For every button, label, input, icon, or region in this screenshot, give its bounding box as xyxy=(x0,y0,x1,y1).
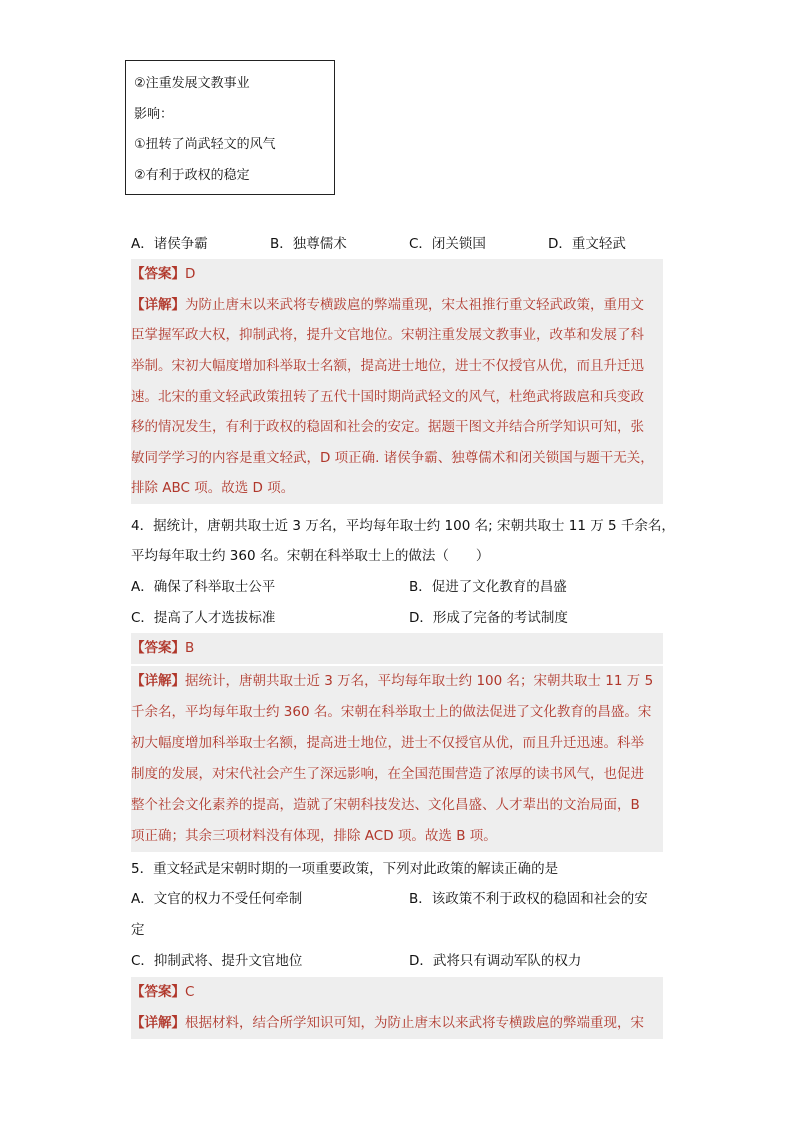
q3-detail-line xyxy=(131,290,663,321)
q4-option-d[interactable]: D．形成了完备的考试制度 xyxy=(409,610,568,626)
q5-option-c[interactable]: C．抑制武将、提升文官地位 xyxy=(131,953,303,969)
q3-option-c[interactable]: C．闭关锁国 xyxy=(409,236,486,252)
q5-option-b[interactable]: B．该政策不利于政权的稳固和社会的安 xyxy=(409,891,648,907)
q5-option-d[interactable]: D．武将只有调动军队的权力 xyxy=(409,953,582,969)
q4-detail-line: 千余名，平均每年取士约 360 名。宋朝在科举取士上的做法促进了文化教育的昌盛。宋 xyxy=(131,697,663,728)
q3-detail-line: 速。北宋的重文轻武政策扭转了五代十国时期尚武轻文的风气，杜绝武将跋扈和兵变政 xyxy=(131,382,663,413)
q5-option-b-continued: 定 xyxy=(131,922,145,938)
q5-stem: 5．重文轻武是宋朝时期的一项重要政策，下列对此政策的解读正确的是 xyxy=(131,861,559,877)
q4-detail-line: 制度的发展，对宋代社会产生了深远影响，在全国范围营造了浓厚的读书风气，也促进 xyxy=(131,759,663,790)
q4-option-a[interactable]: A．确保了科举取士公平 xyxy=(131,579,276,595)
detail-text: 根据材料，结合所学知识可知，为防止唐末以来武将专横跋扈的弊端重现，宋 xyxy=(185,1015,644,1031)
q3-detail-line: 移的情况发生，有利于政权的稳固和社会的安定。据题干图文并结合所学知识可知，张 xyxy=(131,412,663,443)
q4-detail-line xyxy=(131,666,663,697)
q5-answer-row xyxy=(131,977,663,1008)
material-line: ①扭转了尚武轻文的风气 xyxy=(134,137,276,153)
answer-value: B xyxy=(185,640,195,656)
material-line: 影响： xyxy=(134,106,174,122)
q4-option-c[interactable]: C．提高了人才选拔标准 xyxy=(131,610,276,626)
q4-detail-line: 初大幅度增加科举取士名额，提高进士地位，进士不仅授官从优，而且升迁迅速。科举 xyxy=(131,728,663,759)
q3-detail-line: 敏同学学习的内容是重文轻武，D 项正确. 诸侯争霸、独尊儒术和闭关锁国与题干无关， xyxy=(131,443,663,474)
q3-option-b[interactable]: B．独尊儒术 xyxy=(270,236,347,252)
detail-label: 【详解】 xyxy=(131,1015,185,1031)
q3-answer-row xyxy=(131,259,663,290)
material-box xyxy=(125,60,335,195)
q4-detail-line: 项正确；其余三项材料没有体现，排除 ACD 项。故选 B 项。 xyxy=(131,821,663,852)
detail-label: 【详解】 xyxy=(131,673,185,689)
material-line: ②注重发展文教事业 xyxy=(134,76,250,91)
detail-text: 据统计，唐朝共取士近 3 万名，平均每年取士约 100 名；宋朝共取士 11 万 5 xyxy=(185,673,654,689)
q3-option-d[interactable]: D．重文轻武 xyxy=(548,236,626,252)
q5-detail-line xyxy=(131,1008,663,1039)
answer-label: 【答案】 xyxy=(131,640,185,656)
detail-label: 【详解】 xyxy=(131,297,185,313)
answer-value: D xyxy=(185,266,196,282)
material-line: ②有利于政权的稳定 xyxy=(134,167,250,183)
q4-stem-line: 平均每年取士约 360 名。宋朝在科举取士上的做法（ ） xyxy=(131,548,490,564)
q4-option-b[interactable]: B．促进了文化教育的昌盛 xyxy=(409,579,567,595)
answer-label: 【答案】 xyxy=(131,984,185,1000)
q3-detail-line: 举制。宋初大幅度增加科举取士名额，提高进士地位，进士不仅授官从优，而且升迁迅 xyxy=(131,351,663,382)
answer-label: 【答案】 xyxy=(131,266,185,282)
detail-text: 为防止唐末以来武将专横跋扈的弊端重现，宋太祖推行重文轻武政策，重用文 xyxy=(185,297,644,313)
q4-answer-row xyxy=(131,633,663,664)
q4-detail-line: 整个社会文化素养的提高，造就了宋朝科技发达、文化昌盛、人才辈出的文治局面，B xyxy=(131,790,663,821)
q4-stem-line: 4．据统计，唐朝共取士近 3 万名，平均每年取士约 100 名; 宋朝共取士 11 万 5 千余名， xyxy=(131,518,675,534)
q3-detail-line: 臣掌握军政大权，抑制武将，提升文官地位。宋朝注重发展文教事业，改革和发展了科 xyxy=(131,320,663,351)
q3-option-a[interactable]: A．诸侯争霸 xyxy=(131,236,208,252)
answer-value: C xyxy=(185,984,195,1000)
q5-option-a[interactable]: A．文官的权力不受任何牵制 xyxy=(131,891,303,907)
q3-detail-line: 排除 ABC 项。故选 D 项。 xyxy=(131,473,663,504)
